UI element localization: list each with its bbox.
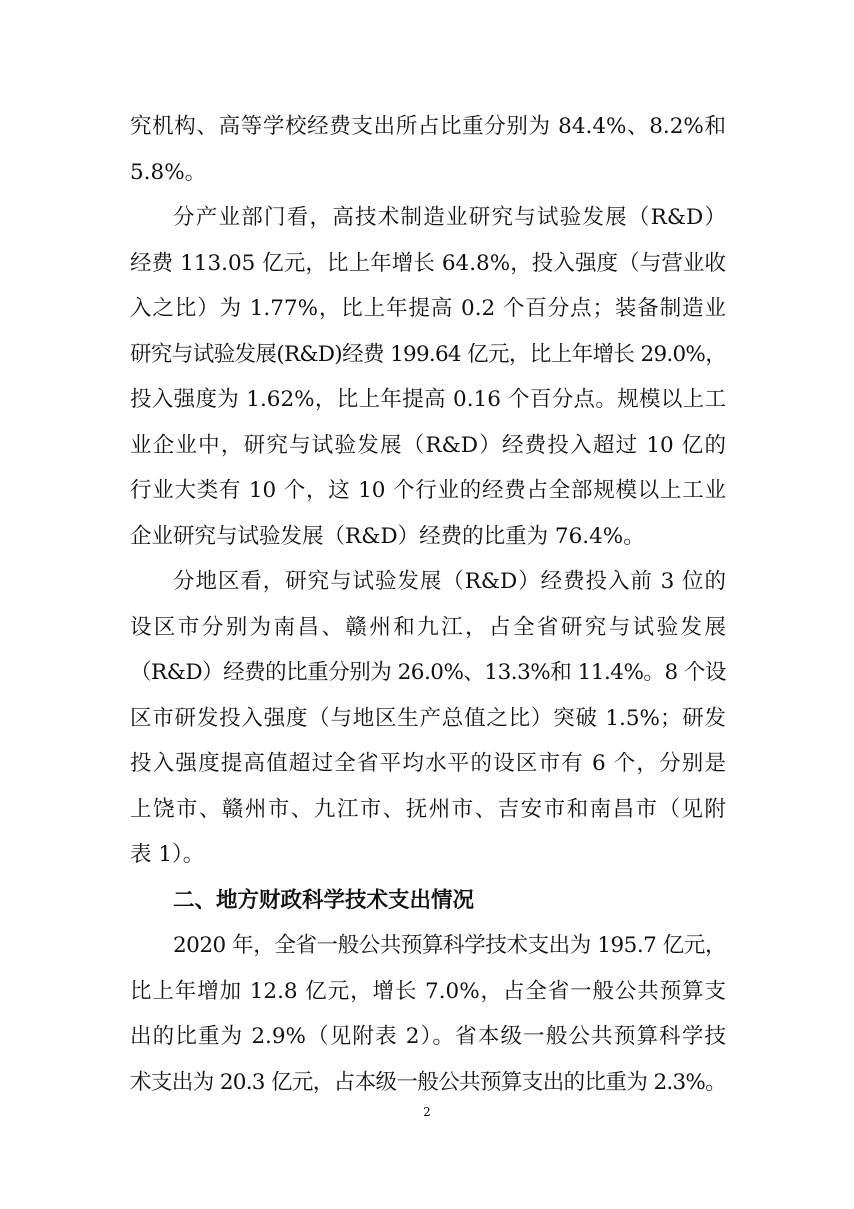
text-line: 比上年增加 12.8 亿元，增长 7.0%，占全省一般公共预算支 [130, 978, 726, 1004]
text-line: 区市研发投入强度（与地区生产总值之比）突破 1.5%；研发 [130, 705, 726, 731]
text-line: 行业大类有 10 个，这 10 个行业的经费占全部规模以上工业 [130, 478, 726, 503]
text-line: 2020 年，全省一般公共预算科学技术支出为 195.7 亿元， [173, 933, 726, 958]
text-line: 经费 113.05 亿元，比上年增长 64.8%，投入强度（与营业收 [130, 250, 726, 276]
text-line: （R&D）经费的比重分别为 26.0%、13.3%和 11.4%。8 个设 [130, 660, 726, 685]
text-line: 投入强度提高值超过全省平均水平的设区市有 6 个，分别是 [130, 751, 726, 776]
text-line: 设区市分别为南昌、赣州和九江，占全省研究与试验发展 [130, 614, 726, 640]
document-body [130, 104, 726, 1105]
text-line: 上饶市、赣州市、九江市、抚州市、吉安市和南昌市（见附 [130, 796, 726, 822]
text-line: 入之比）为 1.77%，比上年提高 0.2 个百分点；装备制造业 [130, 296, 726, 321]
page-number: 2 [423, 1105, 431, 1119]
text-line: 企业研究与试验发展（R&D）经费的比重为 76.4%。 [130, 523, 645, 549]
text-line: 出的比重为 2.9%（见附表 2）。省本级一般公共预算科学技 [130, 1024, 726, 1049]
text-line: 研究与试验发展(R&D)经费 199.64 亿元，比上年增长 29.0%， [130, 341, 726, 367]
text-line: 5.8%。 [130, 159, 207, 185]
text-line: 分产业部门看，高技术制造业研究与试验发展（R&D） [173, 205, 726, 230]
text-line: 业企业中，研究与试验发展（R&D）经费投入超过 10 亿的 [130, 432, 726, 458]
text-line: 分地区看，研究与试验发展（R&D）经费投入前 3 位的 [173, 569, 726, 594]
text-line: 究机构、高等学校经费支出所占比重分别为 84.4%、8.2%和 [130, 114, 726, 139]
section-heading: 二、地方财政科学技术支出情况 [173, 887, 475, 913]
text-line: 投入强度为 1.62%，比上年提高 0.16 个百分点。规模以上工 [130, 387, 726, 412]
text-line: 术支出为 20.3 亿元，占本级一般公共预算支出的比重为 2.3%。 [130, 1069, 726, 1095]
text-line: 表 1）。 [130, 842, 205, 867]
